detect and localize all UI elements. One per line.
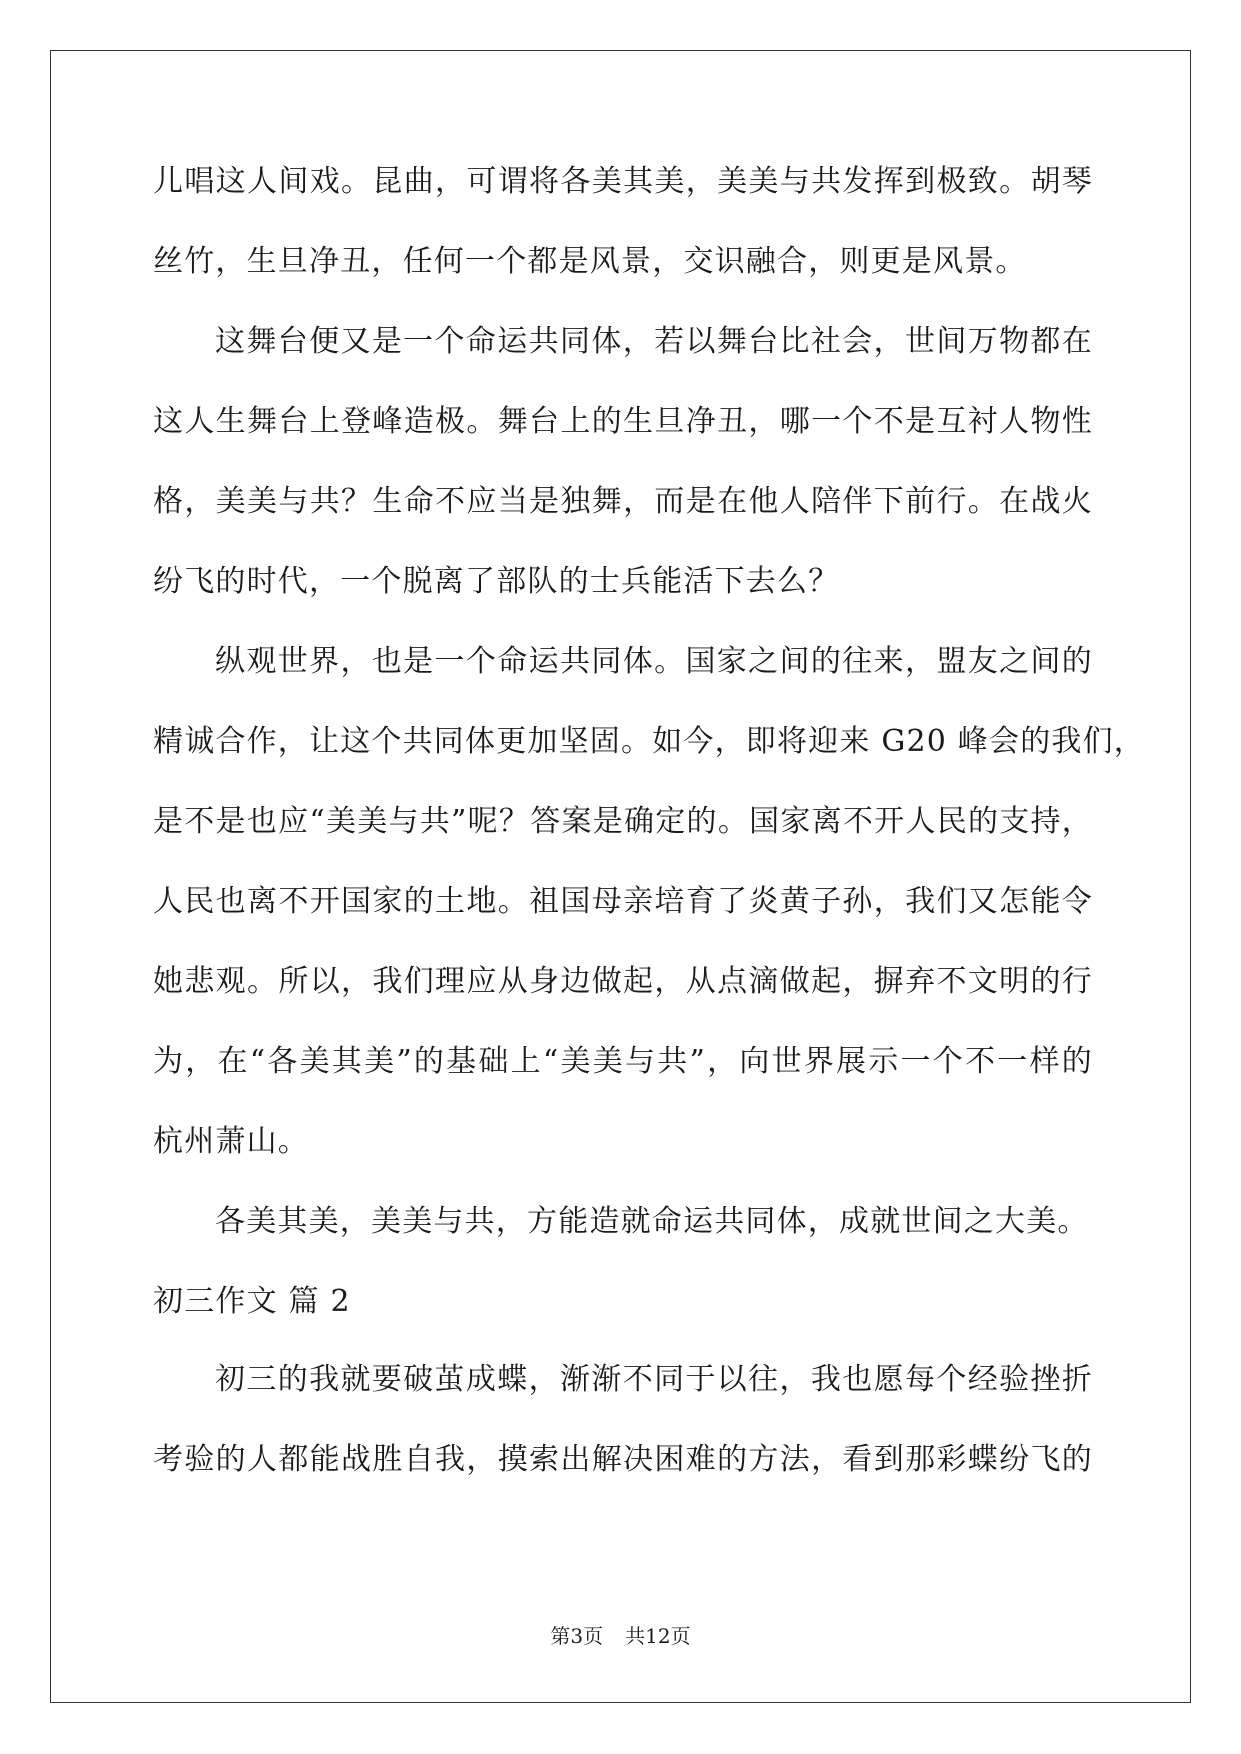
paragraph-start: 初三的我就要破茧成蝶，渐渐不同于以往，我也愿每个经验挫折: [215, 1362, 1093, 1397]
section-heading: 初三作文 篇 2: [153, 1284, 351, 1319]
page-number: 第3页: [550, 1624, 604, 1648]
document-body: [153, 162, 1146, 1520]
text-line: 格，美美与共？生命不应当是独舞，而是在他人陪伴下前行。在战火: [153, 484, 1093, 519]
text-line: 她悲观。所以，我们理应从身边做起，从点滴做起，摒弃不文明的行: [153, 964, 1093, 999]
text-line: 考验的人都能战胜自我，摸索出解决困难的方法，看到那彩蝶纷飞的: [153, 1442, 1093, 1477]
text-line: 为，在“各美其美”的基础上“美美与共”，向世界展示一个不一样的: [153, 1044, 1093, 1079]
text-line: 纷飞的时代，一个脱离了部队的士兵能活下去么？: [153, 564, 840, 599]
text-line: 是不是也应“美美与共”呢？答案是确定的。国家离不开人民的支持，: [153, 804, 1093, 839]
paragraph-start: 纵观世界，也是一个命运共同体。国家之间的往来，盟友之间的: [215, 644, 1093, 679]
page-footer: [0, 1624, 1241, 1648]
page-total: 共12页: [625, 1624, 691, 1648]
text-line: 人民也离不开国家的土地。祖国母亲培育了炎黄子孙，我们又怎能令: [153, 884, 1093, 919]
paragraph-start: 各美其美，美美与共，方能造就命运共同体，成就世间之大美。: [215, 1204, 1089, 1239]
text-line: 儿唱这人间戏。昆曲，可谓将各美其美，美美与共发挥到极致。胡琴: [153, 164, 1093, 199]
text-line: 这人生舞台上登峰造极。舞台上的生旦净丑，哪一个不是互衬人物性: [153, 404, 1093, 439]
text-line: 丝竹，生旦净丑，任何一个都是风景，交识融合，则更是风景。: [153, 244, 1027, 279]
text-line: 杭州萧山。: [153, 1124, 309, 1159]
paragraph-start: 这舞台便又是一个命运共同体，若以舞台比社会，世间万物都在: [215, 324, 1093, 359]
text-line: 精诚合作，让这个共同体更加坚固。如今，即将迎来 G20 峰会的我们，: [153, 724, 1146, 759]
